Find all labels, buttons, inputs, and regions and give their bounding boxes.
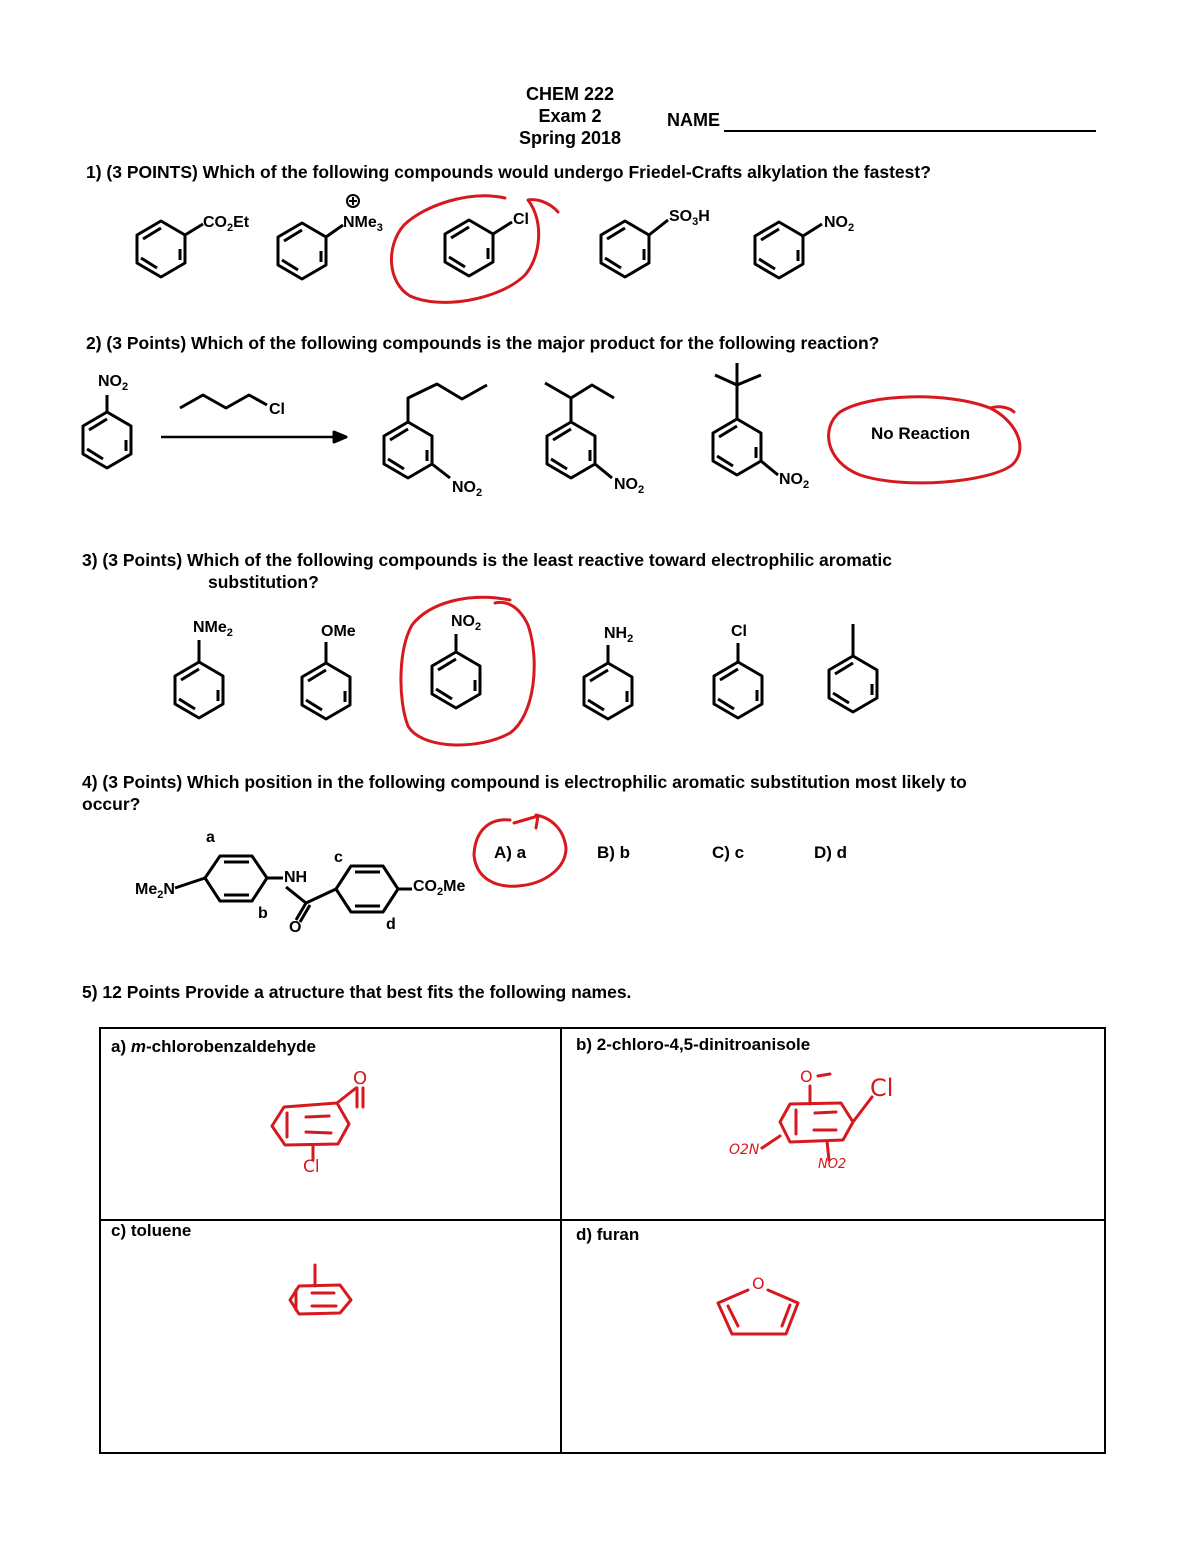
q2-no-reaction[interactable]: No Reaction <box>871 424 971 443</box>
hw-b-cl: Cl <box>870 1074 894 1102</box>
q2-product2-no2: $NO_2$ <box>614 476 645 497</box>
q1-answer-circle-icon <box>391 196 558 303</box>
hw-b-no2: NO2 <box>818 1157 847 1172</box>
q3-label-cl: Cl <box>731 623 747 640</box>
question-4-line-2: occur? <box>82 794 141 814</box>
q3-label-nh2: $NH_2$ <box>604 625 634 646</box>
q1-label-nme3: NMe$_3$ <box>343 214 383 235</box>
answer-cell-b[interactable] <box>560 1027 1106 1221</box>
q1-ring-co2et-icon <box>137 221 203 277</box>
q4-carbonyl-o: O <box>289 919 302 936</box>
question-3-line-2: substitution? <box>208 572 319 592</box>
q3-ring-nh2-icon <box>584 645 632 719</box>
hw-d-o: O <box>752 1274 765 1293</box>
q3-ring-no2-icon <box>432 634 480 708</box>
answer-cell-a[interactable] <box>99 1027 562 1221</box>
term-title: Spring 2018 <box>518 128 622 148</box>
q1-label-so3h: $SO_3H$ <box>669 208 710 229</box>
q3-ring-ome-icon <box>302 642 350 719</box>
q4-choice-c[interactable]: C) c <box>712 843 745 862</box>
question-3-line-1: 3) (3 Points) Which of the following compounds is the least reactive toward electrophilic aromatic <box>82 550 892 570</box>
exam-title: Exam 2 <box>538 106 602 126</box>
question-5: 5) 12 Points Provide a atructure that best fits the following names. <box>82 982 632 1002</box>
q2-start-no2: $NO_2$ <box>98 373 129 394</box>
q1-label-cl: Cl <box>513 211 529 228</box>
q2-product3-no2: $NO_2$ <box>779 471 810 492</box>
q4-choice-d[interactable]: D) d <box>814 843 848 862</box>
name-line[interactable] <box>724 130 1096 132</box>
cell-c-title: c) toluene <box>111 1221 192 1240</box>
q3-label-ome: OMe <box>321 623 356 640</box>
hw-a-cl: Cl <box>303 1157 320 1177</box>
cell-d-title: d) furan <box>576 1225 640 1244</box>
answer-cell-d[interactable] <box>560 1219 1106 1454</box>
q2-product1-no2: $NO_2$ <box>452 479 483 500</box>
q3-ring-nme2-icon <box>175 640 223 718</box>
q1-label-no2: $NO_2$ <box>824 214 855 235</box>
cell-a-title: a) m-chlorobenzaldehyde <box>111 1037 316 1056</box>
q3-ring-cl-icon <box>714 643 762 718</box>
q2-reagent-cl: Cl <box>269 401 285 418</box>
q4-choice-a[interactable]: A) a <box>494 843 527 862</box>
q3-label-no2: $NO_2$ <box>451 613 482 634</box>
q1-ring-cl-icon <box>445 220 512 276</box>
question-4-line-1: 4) (3 Points) Which position in the following compound is electrophilic aromatic substitution most likely to <box>82 772 967 792</box>
hw-b-o: O <box>800 1067 813 1086</box>
q1-ring-no2-icon <box>755 222 822 278</box>
q4-position-a: a <box>206 829 215 846</box>
q1-label-co2et: $CO_2Et$ <box>203 214 250 235</box>
q2-arrow-head-icon <box>334 432 346 442</box>
q3-ring-toluene-icon <box>829 624 877 712</box>
q4-position-d: d <box>386 916 396 933</box>
q4-molecule-icon <box>175 856 412 922</box>
q2-product-1-icon <box>384 384 487 478</box>
q4-me2n: $Me_2N$ <box>135 881 175 902</box>
q2-product-3-icon <box>713 363 778 475</box>
q2-nitrobenzene-icon <box>83 395 131 468</box>
hw-b-o2n: O2N <box>729 1142 760 1158</box>
q2-chloropropane-icon <box>180 395 267 408</box>
q1-ring-nme3-icon <box>278 195 359 279</box>
q4-position-b: b <box>258 905 268 922</box>
q4-co2me: $CO_2Me$ <box>413 878 466 899</box>
answer-cell-c[interactable] <box>99 1219 562 1454</box>
cell-b-title: b) 2-chloro-4,5-dinitroanisole <box>576 1035 811 1054</box>
q2-product-2-icon <box>545 383 614 478</box>
q4-choice-b[interactable]: B) b <box>597 843 631 862</box>
hw-a-o: O <box>353 1068 368 1089</box>
q3-label-nme2: NMe$_2$ <box>193 619 233 640</box>
q4-position-c: c <box>334 849 343 866</box>
question-1: 1) (3 POINTS) Which of the following compounds would undergo Friedel-Crafts alkylation the fastest? <box>86 162 931 182</box>
q4-nh: NH <box>284 869 308 886</box>
q1-ring-so3h-icon <box>601 220 668 277</box>
name-label: NAME <box>667 110 720 130</box>
question-2: 2) (3 Points) Which of the following compounds is the major product for the following reaction? <box>86 333 880 353</box>
course-title: CHEM 222 <box>525 84 615 104</box>
